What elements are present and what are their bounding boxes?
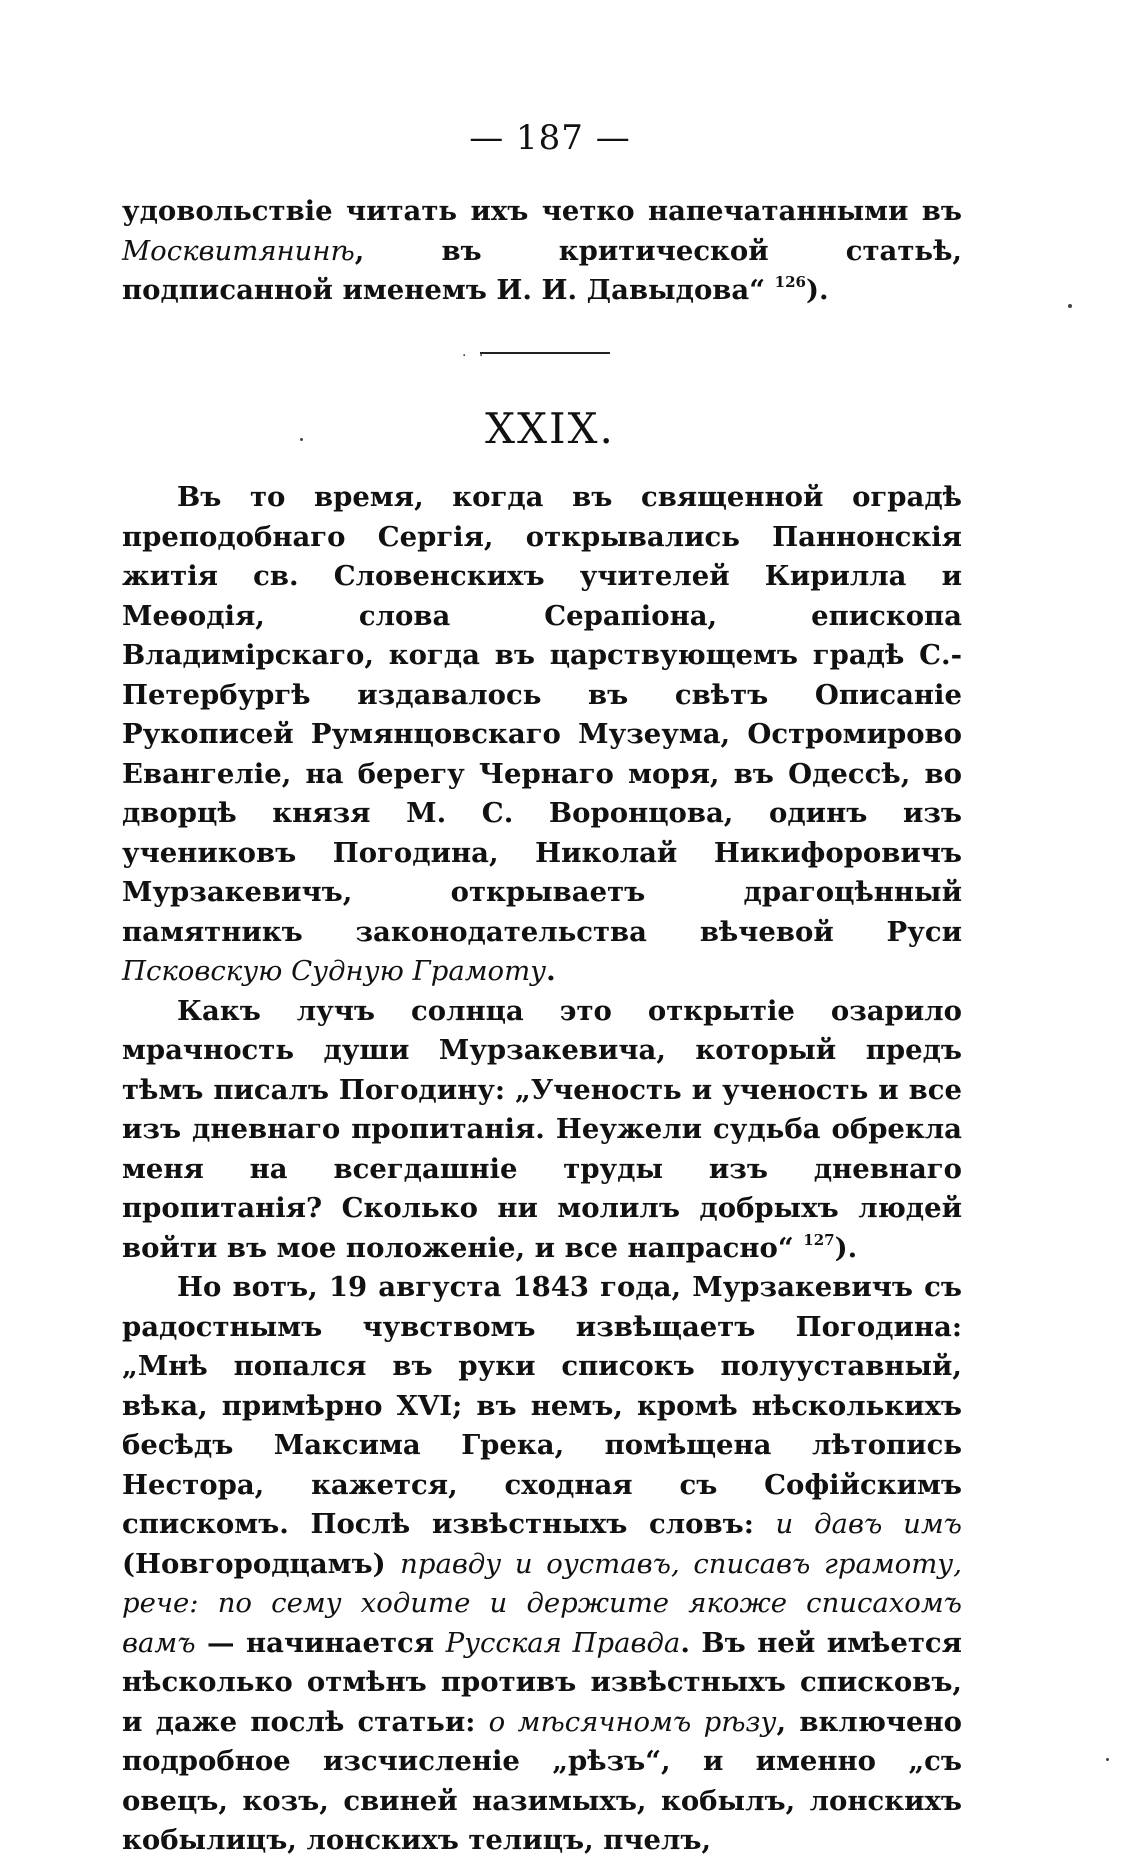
italic-article-title: о мѣсячномъ рѣзу: [488, 1705, 777, 1738]
italic-journal-name: Москвитянинѣ: [122, 234, 355, 267]
separator-dots: . .: [462, 344, 488, 360]
footnote-ref-126: 126: [774, 273, 806, 291]
paragraph-2-tail: ).: [834, 1231, 858, 1264]
paragraph-3-part-4: . Въ ней имѣется нѣсколько отмѣнъ противъ извѣстныхъ списковъ, и даже послѣ статьи:: [122, 1626, 962, 1738]
continuation-text: [122, 192, 962, 311]
paragraph-3-part-5: , включено подробное изсчисленіе „рѣзъ“, и именно „съ овецъ, козъ, свиней назимыхъ, кобылъ, лонскихъ кобылицъ, лонскихъ телицъ, пчелъ,: [122, 1705, 962, 1856]
paragraph-1: [122, 478, 962, 992]
paragraph-3-part-2: (Новгородцамъ): [122, 1547, 401, 1580]
paragraph-3-part-1: Но вотъ, 19 августа 1843 года, Мурзакевичъ съ радостнымъ чувствомъ извѣщаетъ Погодина: „Мнѣ попался въ руки списокъ полууставный, вѣка, примѣрно XVI; въ немъ, кромѣ нѣсколькихъ бесѣдъ Максима Грека, помѣщена лѣтопись Нестора, кажется, сходная съ Софійскимъ спискомъ. Послѣ извѣстныхъ словъ:: [122, 1271, 962, 1540]
paragraph-1-tail: .: [546, 955, 556, 987]
section-separator: [480, 352, 610, 354]
scan-speck: [300, 438, 303, 441]
scan-speck: [1106, 1758, 1109, 1761]
italic-document-title: Псковскую Судную Грамоту: [122, 955, 547, 987]
italic-quote-2: правду и оуставъ, списавъ грамоту, рече: по сему ходите и держите якоже списахомъ вамъ: [122, 1547, 962, 1659]
paragraph-2: [122, 992, 962, 1269]
continuation-tail: ).: [805, 274, 829, 306]
italic-russkaya-pravda: Русская Правда: [445, 1626, 681, 1659]
quote-close-2: “: [777, 1231, 794, 1264]
continuation-text-start: удовольствіе читать ихъ четко напечатанными въ: [122, 195, 962, 227]
quote-close: “: [749, 274, 766, 306]
footnote-ref-127: 127: [803, 1230, 835, 1249]
page-number: — 187 —: [469, 118, 631, 158]
paragraph-3-part-3: — начинается: [195, 1626, 446, 1659]
italic-quote-1: и давъ имъ: [775, 1508, 962, 1540]
continuation-text-middle: , въ критической статьѣ, подписанной именемъ И. И. Давыдова: [122, 234, 962, 306]
scan-speck: [1068, 304, 1072, 308]
main-body: [122, 478, 962, 1861]
paragraph-3: [122, 1268, 962, 1861]
continuation-paragraph: [122, 192, 962, 311]
paragraph-1-text: Въ то время, когда въ священной оградѣ преподобнаго Сергія, открывались Паннонскія житія св. Словенскихъ учителей Кирилла и Меѳодія, слова Серапіона, епископа Владимірскаго, когда въ царствующемъ градѣ С.-Петербургѣ издавалось въ свѣтъ Описаніе Рукописей Румянцовскаго Музеума, Остромирово Евангеліе, на берегу Чернаго моря, въ Одессѣ, во дворцѣ князя М. С. Воронцова, одинъ изъ учениковъ Погодина, Николай Никифоровичъ Мурзакевичъ, открываетъ драгоцѣнный памятникъ законодательства вѣчевой Руси: [122, 481, 962, 948]
chapter-title: XXIX.: [485, 404, 615, 453]
paragraph-2-text: Какъ лучъ солнца это открытіе озарило мрачность души Мурзакевича, который предъ тѣмъ писалъ Погодину: „Ученость и ученость и все изъ дневнаго пропитанія. Неужели судьба обрекла меня на всегдашніе труды изъ дневнаго пропитанія? Сколько ни молилъ добрыхъ людей войти въ мое положеніе, и все напрасно: [122, 994, 962, 1264]
